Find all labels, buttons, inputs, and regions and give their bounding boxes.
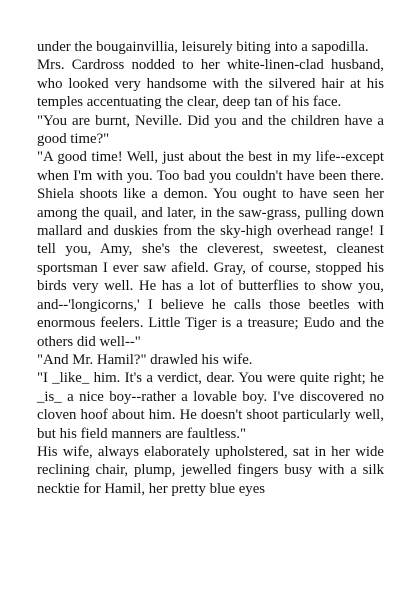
paragraph: Mrs. Cardross nodded to her white-linen-clad husband, who looked very handsome with the silvered hair at his temples accentuating the clear, deep tan of his face. bbox=[37, 57, 384, 111]
paragraph: "I _like_ him. It's a verdict, dear. You were quite right; he _is_ a nice boy--rather a lovable boy. I've discovered no cloven hoof about him. He doesn't shoot particularly well, but his field manners are faultless." bbox=[37, 370, 384, 442]
paragraph: "And Mr. Hamil?" drawled his wife. bbox=[37, 351, 253, 368]
paragraph: "You are burnt, Neville. Did you and the children have a good time?" bbox=[37, 112, 384, 148]
paragraph: under the bougainvillia, leisurely biting into a sapodilla. bbox=[37, 39, 369, 55]
document-page bbox=[37, 38, 384, 498]
paragraph: His wife, always elaborately upholstered, sat in her wide reclining chair, plump, jewelled fingers busy with a silk necktie for Hamil, her pretty blue eyes bbox=[37, 443, 384, 497]
paragraph: "A good time! Well, just about the best in my life--except when I'm with you. Too bad you couldn't have been there. Shiela shoots like a demon. You ought to have seen her among the quail, and later, in the saw-grass, pulling down mallard and duskies from the sky-high overhead range! I tell you, Amy, she's the cleverest, sweetest, cleanest sportsman I ever saw afield. Gray, of course, stopped his birds very well. He has a lot of butterflies to show you, and--'longicorns,' I believe he calls those beetles with enormous feelers. Little Tiger is a treasure; Eudo and the others did well--" bbox=[37, 149, 384, 350]
